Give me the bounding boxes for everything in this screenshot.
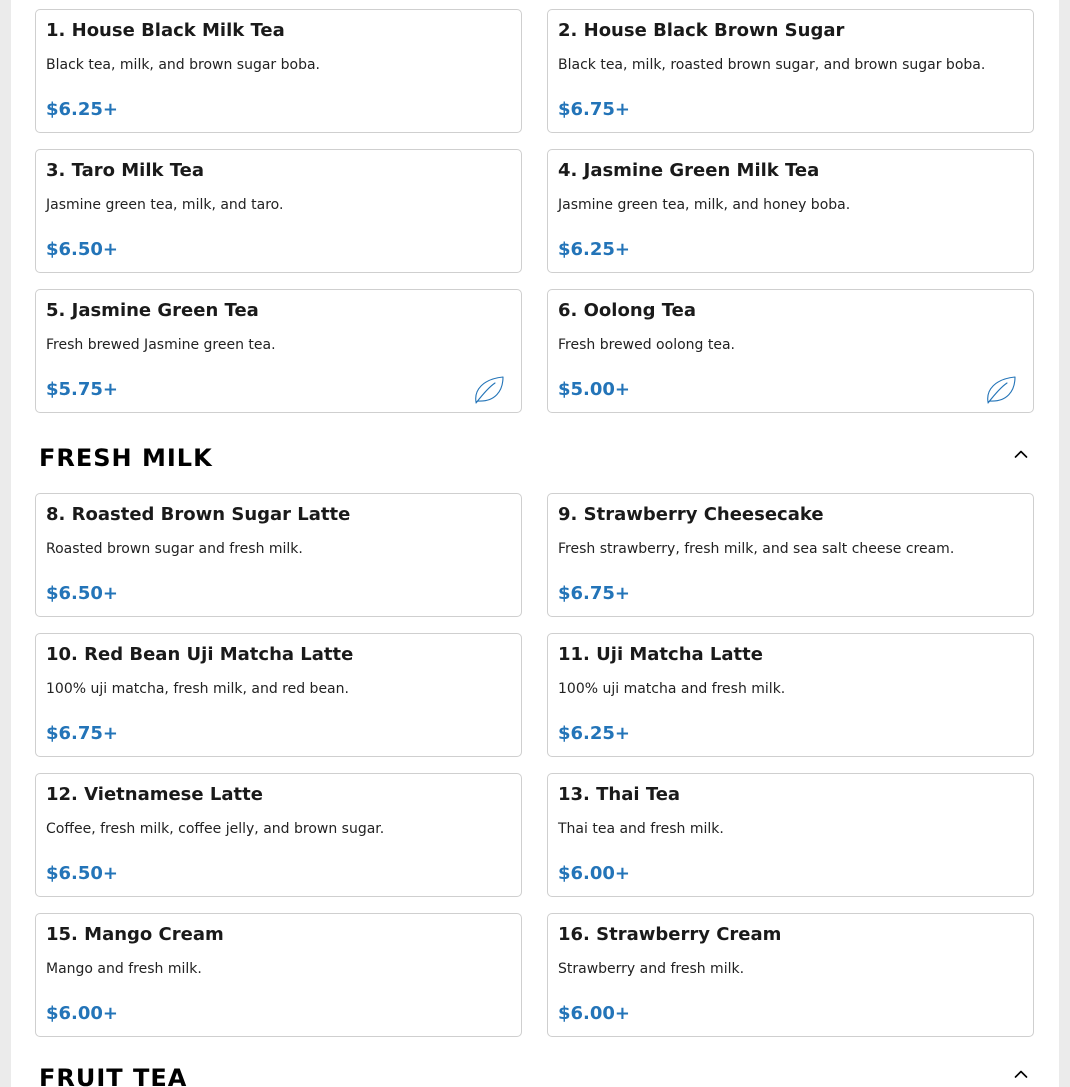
menu-item-price: $6.00+ [46, 1003, 119, 1024]
menu-item-title: 4. Jasmine Green Milk Tea [558, 160, 820, 181]
menu-item-description: Coffee, fresh milk, coffee jelly, and brown sugar. [46, 821, 385, 837]
menu-page [11, 0, 1059, 1087]
menu-item-description: Thai tea and fresh milk. [558, 821, 724, 837]
menu-item-price: $6.00+ [558, 863, 631, 884]
menu-item-description: Roasted brown sugar and fresh milk. [46, 541, 303, 557]
section-header-fresh-milk[interactable] [39, 444, 1029, 474]
menu-item-description: Fresh strawberry, fresh milk, and sea salt cheese cream. [558, 541, 955, 557]
menu-item-title: 6. Oolong Tea [558, 300, 697, 321]
menu-item-description: Mango and fresh milk. [46, 961, 202, 977]
menu-item-card[interactable] [35, 9, 522, 133]
menu-item-description: 100% uji matcha, fresh milk, and red bean. [46, 681, 349, 697]
menu-item-price: $6.50+ [46, 863, 119, 884]
leaf-icon [985, 374, 1017, 406]
chevron-up-icon[interactable] [1013, 446, 1029, 462]
menu-item-title: 13. Thai Tea [558, 784, 681, 805]
menu-item-price: $6.50+ [46, 239, 119, 260]
menu-item-price: $5.75+ [46, 379, 119, 400]
menu-item-price: $6.75+ [558, 583, 631, 604]
menu-item-price: $6.50+ [46, 583, 119, 604]
menu-item-title: 8. Roasted Brown Sugar Latte [46, 504, 351, 525]
menu-item-price: $6.25+ [46, 99, 119, 120]
menu-item-title: 10. Red Bean Uji Matcha Latte [46, 644, 354, 665]
menu-item-title: 9. Strawberry Cheesecake [558, 504, 824, 525]
menu-item-description: Jasmine green tea, milk, and taro. [46, 197, 284, 213]
chevron-up-icon[interactable] [1013, 1066, 1029, 1082]
section-title: FRUIT TEA [39, 1064, 188, 1087]
fresh-milk-items-grid [35, 493, 1034, 1037]
section-title: FRESH MILK [39, 444, 213, 472]
menu-item-description: Strawberry and fresh milk. [558, 961, 745, 977]
section-header-fruit-tea[interactable] [39, 1064, 1029, 1087]
menu-item-card[interactable] [35, 913, 522, 1037]
menu-item-description: 100% uji matcha and fresh milk. [558, 681, 786, 697]
menu-item-card[interactable] [547, 633, 1034, 757]
menu-item-card[interactable] [547, 289, 1034, 413]
menu-item-card[interactable] [547, 913, 1034, 1037]
menu-item-title: 5. Jasmine Green Tea [46, 300, 259, 321]
menu-item-title: 12. Vietnamese Latte [46, 784, 263, 805]
menu-item-title: 2. House Black Brown Sugar [558, 20, 845, 41]
menu-item-description: Fresh brewed Jasmine green tea. [46, 337, 276, 353]
menu-item-card[interactable] [35, 289, 522, 413]
menu-item-card[interactable] [547, 9, 1034, 133]
tea-items-grid [35, 9, 1034, 413]
menu-item-card[interactable] [35, 633, 522, 757]
menu-item-description: Black tea, milk, and brown sugar boba. [46, 57, 321, 73]
menu-item-price: $6.00+ [558, 1003, 631, 1024]
menu-item-description: Black tea, milk, roasted brown sugar, and brown sugar boba. [558, 57, 986, 73]
menu-item-card[interactable] [35, 773, 522, 897]
menu-item-card[interactable] [547, 773, 1034, 897]
menu-item-price: $5.00+ [558, 379, 631, 400]
menu-item-price: $6.75+ [558, 99, 631, 120]
menu-item-card[interactable] [35, 493, 522, 617]
menu-item-price: $6.75+ [46, 723, 119, 744]
menu-item-title: 3. Taro Milk Tea [46, 160, 204, 181]
menu-item-title: 15. Mango Cream [46, 924, 224, 945]
menu-item-card[interactable] [547, 149, 1034, 273]
menu-item-title: 16. Strawberry Cream [558, 924, 782, 945]
menu-item-price: $6.25+ [558, 239, 631, 260]
menu-item-title: 1. House Black Milk Tea [46, 20, 285, 41]
menu-item-card[interactable] [547, 493, 1034, 617]
menu-item-description: Jasmine green tea, milk, and honey boba. [558, 197, 851, 213]
menu-item-card[interactable] [35, 149, 522, 273]
menu-item-title: 11. Uji Matcha Latte [558, 644, 763, 665]
menu-item-price: $6.25+ [558, 723, 631, 744]
menu-item-description: Fresh brewed oolong tea. [558, 337, 735, 353]
leaf-icon [473, 374, 505, 406]
